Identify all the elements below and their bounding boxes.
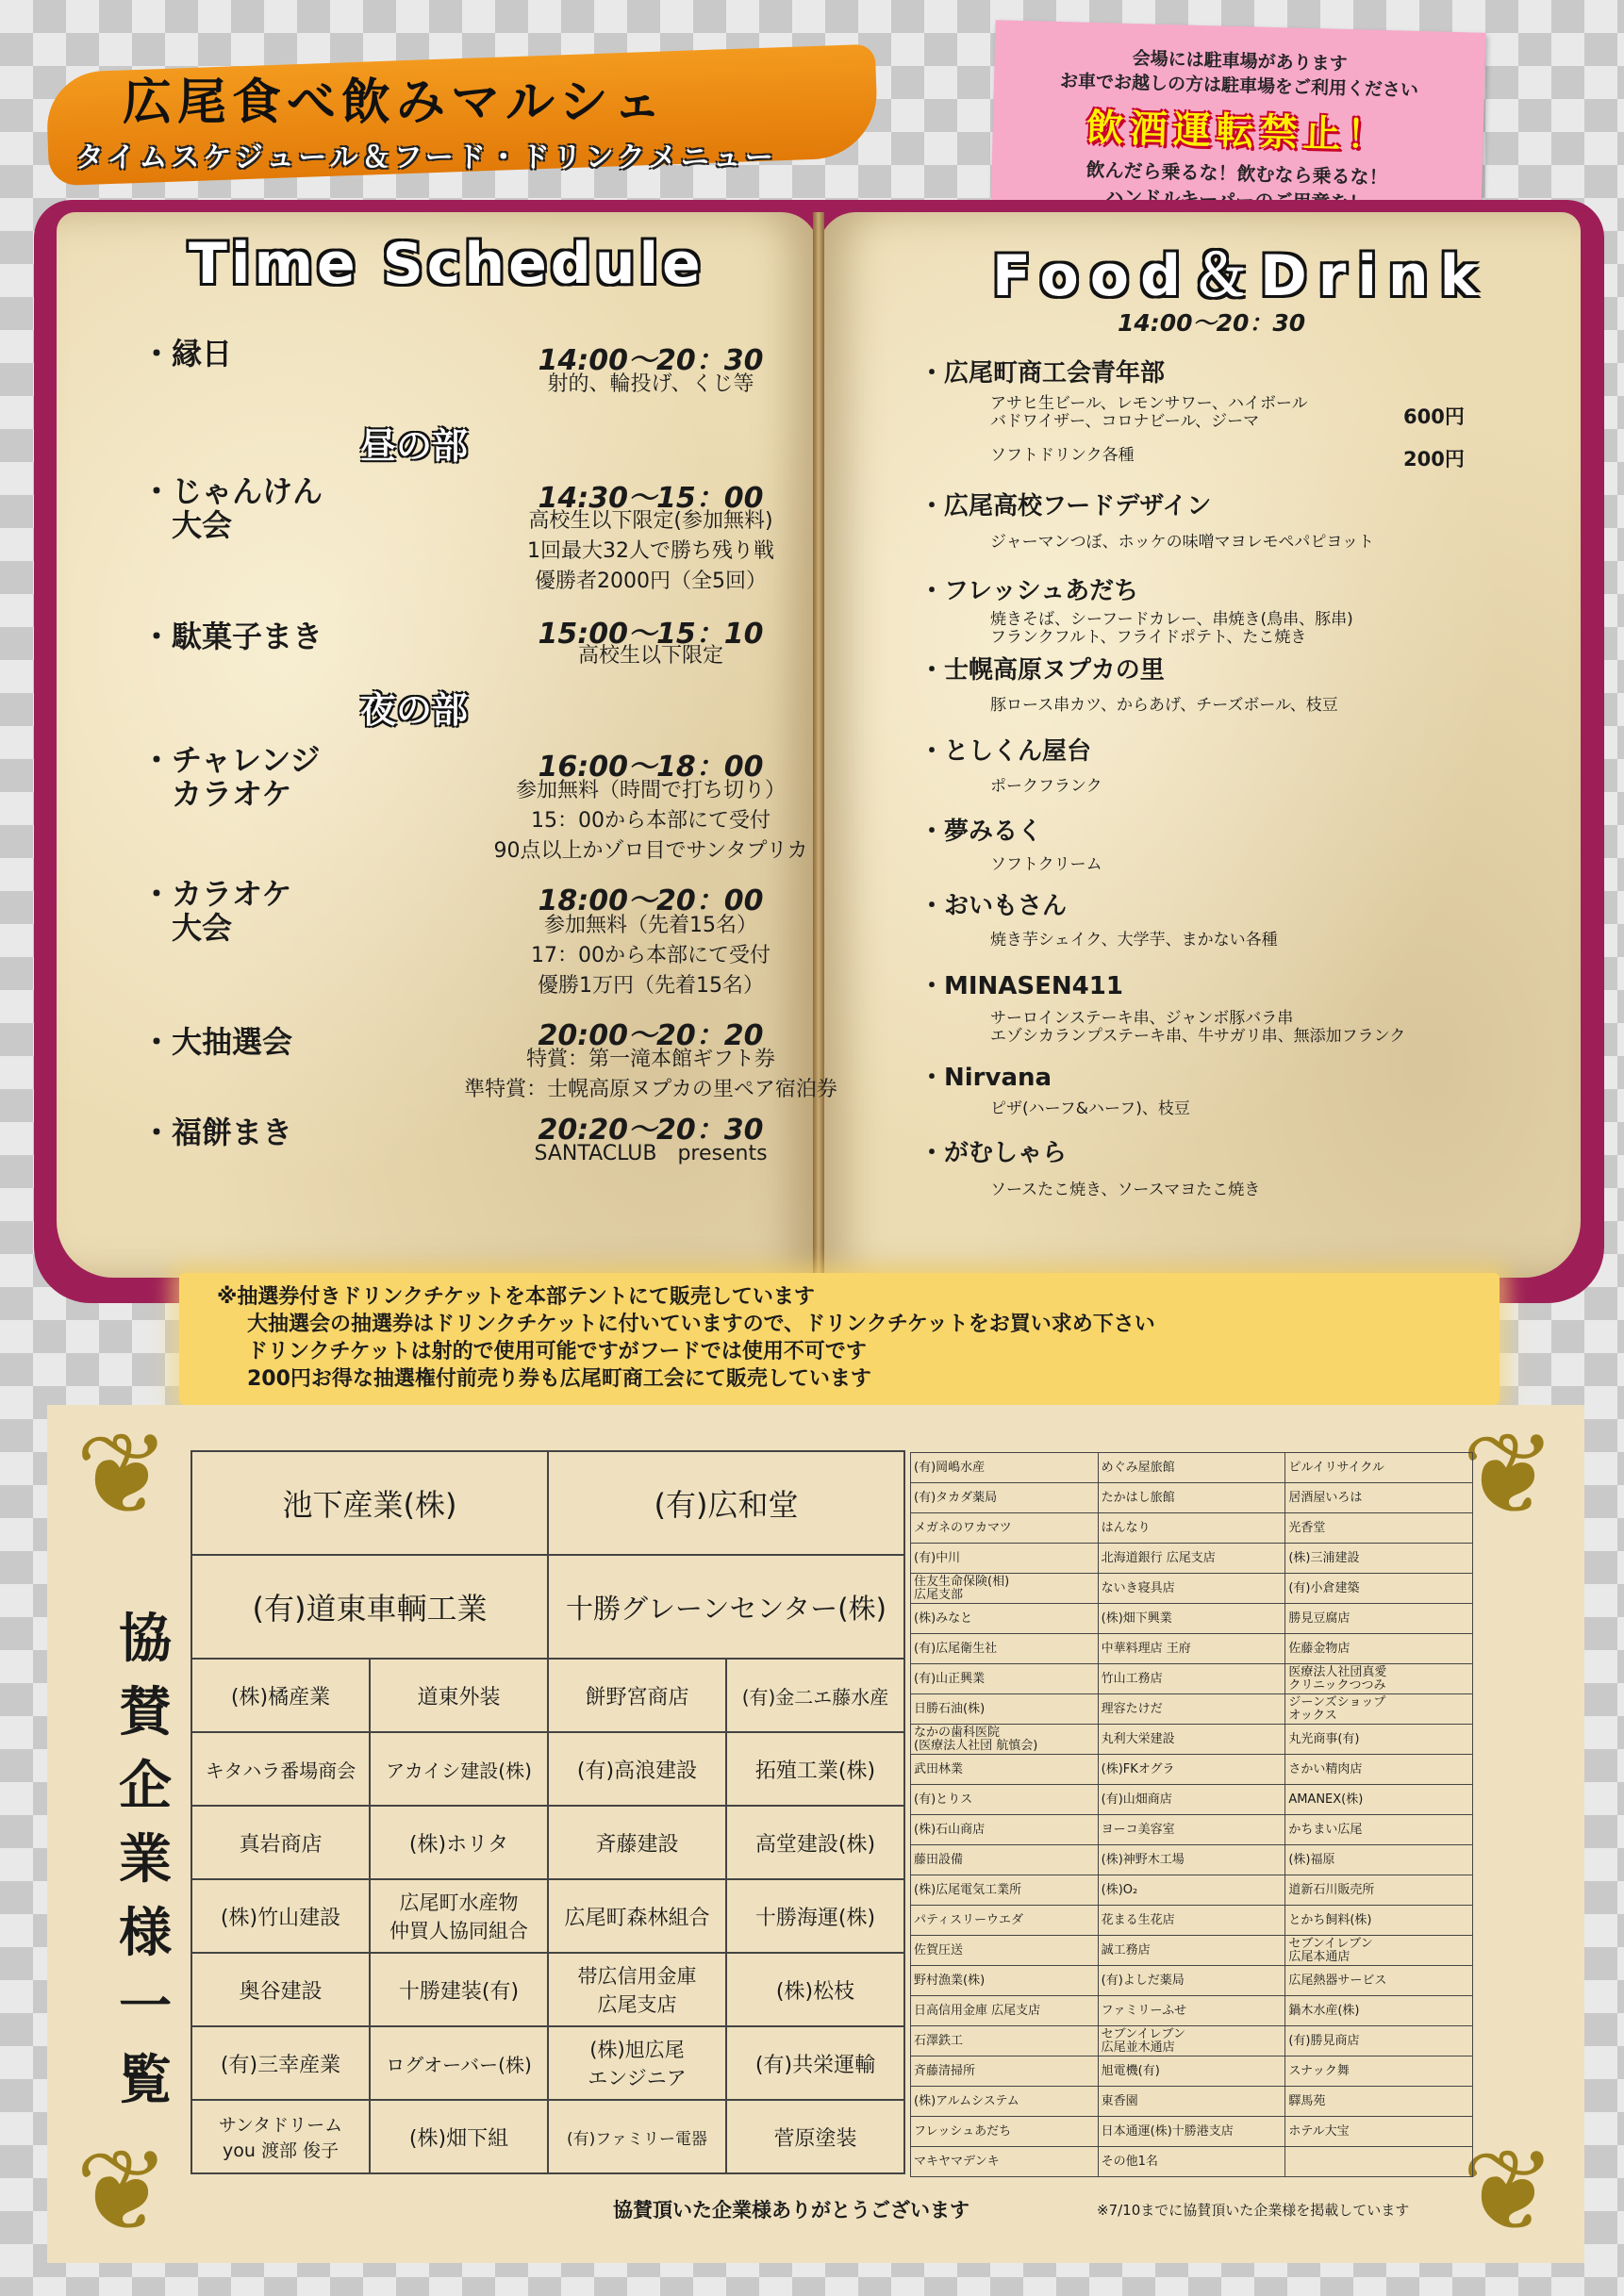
sponsor-cell: (株)神野木工場 (1098, 1845, 1285, 1875)
food-vendor-name: ・Nirvana (920, 1064, 1052, 1092)
sponsor-row (911, 1544, 1473, 1574)
schedule-item-time: 14:30～15：00 (538, 482, 764, 515)
sponsor-cell: (有)ファミリー電器 (548, 2100, 726, 2173)
ornament-icon: ❦ (75, 1410, 171, 1541)
sponsor-row (911, 1574, 1473, 1604)
sponsor-cell: 奥谷建設 (191, 1953, 370, 2026)
time-schedule-heading: Time Schedule (189, 231, 704, 297)
sponsor-cell: 花まる生花店 (1098, 1906, 1285, 1936)
sponsor-cell: (有)よしだ薬局 (1098, 1966, 1285, 1996)
sponsor-cell: (有)広和堂 (548, 1451, 904, 1555)
schedule-item-name: ・駄菓子まき (141, 619, 323, 654)
food-vendor-items: ポークフランク (990, 777, 1102, 796)
sponsor-cell: なかの歯科医院 (医療法人社団 航慎会) (911, 1725, 1099, 1755)
schedule-item-name: ・縁日 (141, 336, 233, 372)
sponsor-cell: 丸利大栄建設 (1098, 1725, 1285, 1755)
sponsor-cell: ないき寝具店 (1098, 1574, 1285, 1604)
schedule-item-detail: 射的、輪投げ、くじ等 (547, 372, 754, 396)
sponsor-row (911, 1936, 1473, 1966)
sponsor-cell: (株)アルムシステム (911, 2087, 1099, 2117)
sponsor-cell: キタハラ番場商会 (191, 1732, 370, 1806)
ornament-icon: ❦ (1461, 1410, 1557, 1541)
sponsor-cell: 日高信用金庫 広尾支店 (911, 1996, 1099, 2026)
sponsor-cell: ホテル大宝 (1285, 2117, 1473, 2147)
food-vendor-name: ・士幌高原ヌプカの里 (920, 656, 1165, 685)
sponsor-cell: (株)竹山建設 (191, 1879, 370, 1953)
drunk-driving-notice (990, 20, 1485, 223)
schedule-item-name: ・大抽選会 (141, 1024, 293, 1060)
sponsor-cell: さかい精肉店 (1285, 1755, 1473, 1785)
food-drink-heading: Food＆Drink (992, 243, 1489, 309)
sponsor-note: ※7/10までに協賛頂いた企業様を掲載しています (1097, 2202, 1410, 2219)
page-subtitle: タイムスケジュール＆フード・ドリンクメニュー (75, 141, 777, 174)
page-title: 広尾食べ飲みマルシェ (123, 74, 668, 131)
sponsor-cell: 竹山工務店 (1098, 1664, 1285, 1694)
sponsor-row (911, 1906, 1473, 1936)
sponsor-cell: (有)共栄運輸 (726, 2026, 904, 2100)
sponsor-cell: (有)金二エ藤水産 (726, 1659, 904, 1732)
sponsor-cell: ファミリーふせ (1098, 1996, 1285, 2026)
schedule-item-time: 16:00～18：00 (538, 751, 764, 784)
sponsor-cell: 広尾熱器サービス (1285, 1966, 1473, 1996)
sponsor-cell: 北海道銀行 広尾支店 (1098, 1544, 1285, 1574)
sponsor-cell: (有)三幸産業 (191, 2026, 370, 2100)
sponsor-row (911, 1604, 1473, 1634)
food-vendor-price: 600円 (1403, 405, 1465, 428)
sponsor-cell: 真岩商店 (191, 1806, 370, 1879)
banner-line: 大抽選会の抽選券はドリンクチケットに付いていますので、ドリンクチケットをお買い求め下さい (247, 1313, 1155, 1336)
sponsor-cell: (有)広尾衛生社 (911, 1634, 1099, 1664)
sponsor-cell: 佐藤金物店 (1285, 1634, 1473, 1664)
food-vendor-items: ソフトクリーム (990, 855, 1102, 874)
banner-line: ※抽選券付きドリンクチケットを本部テントにて販売しています (217, 1285, 815, 1309)
sponsor-cell: AMANEX(株) (1285, 1785, 1473, 1815)
sponsor-cell: セブンイレブン 広尾並木通店 (1098, 2026, 1285, 2056)
sponsor-cell: 光香堂 (1285, 1513, 1473, 1544)
sponsor-row (911, 1815, 1473, 1845)
schedule-item-name: ・カラオケ 大会 (141, 876, 292, 946)
food-vendor-items: ソフトドリンク各種 (990, 446, 1135, 465)
sponsor-cell: 高堂建設(株) (726, 1806, 904, 1879)
sponsor-cell: ジーンズショップ オックス (1285, 1694, 1473, 1725)
schedule-item-time: 18:00～20：00 (538, 884, 764, 917)
sponsor-row (911, 1785, 1473, 1815)
sponsor-cell: (株)松枝 (726, 1953, 904, 2026)
sponsor-cell: はんなり (1098, 1513, 1285, 1544)
sponsor-cell: (株)三浦建設 (1285, 1544, 1473, 1574)
sponsor-cell: 旭電機(有) (1098, 2056, 1285, 2087)
schedule-item-name: ・福餅まき (141, 1115, 293, 1150)
food-vendor-name: ・MINASEN411 (920, 972, 1123, 1000)
sponsor-cell: 医療法人社団真愛 クリニックつつみ (1285, 1664, 1473, 1694)
sponsor-cell: (株)畑下組 (370, 2100, 548, 2173)
schedule-section-day: 昼の部 (360, 425, 469, 467)
schedule-item-time: 15:00～15：10 (538, 618, 764, 651)
sponsor-cell: 菅原塗装 (726, 2100, 904, 2173)
food-vendor-name: ・夢みるく (920, 818, 1043, 846)
sponsor-list-table (910, 1452, 1473, 2177)
parking-request-text: お車でお越しの方は駐車場をご利用ください (1059, 71, 1419, 101)
sponsor-row (911, 1694, 1473, 1725)
banner-line: 200円お得な抽選権付前売り券も広尾町商工会にて販売しています (247, 1367, 871, 1391)
sponsor-cell: (有)とりス (911, 1785, 1099, 1815)
schedule-item-detail: 高校生以下限定(参加無料) 1回最大32人で勝ち残り戦 優勝者2000円（全5回） (527, 509, 774, 593)
sponsor-cell: セブンイレブン 広尾本通店 (1285, 1936, 1473, 1966)
sponsor-cell: 藤田設備 (911, 1845, 1099, 1875)
schedule-item-time: 20:20～20：30 (538, 1114, 764, 1147)
sponsor-row (911, 1453, 1473, 1483)
food-vendor-name: ・広尾高校フードデザイン (920, 492, 1212, 520)
banner-line: ドリンクチケットは射的で使用可能ですがフードでは使用不可です (247, 1340, 867, 1363)
sponsor-cell: (有)山正興業 (911, 1664, 1099, 1694)
sponsor-cell: (有)山畑商店 (1098, 1785, 1285, 1815)
sponsor-cell: マキヤマデンキ (911, 2147, 1099, 2177)
sponsor-cell: 佐賀圧送 (911, 1936, 1099, 1966)
sponsor-cell: パティスリーウエダ (911, 1906, 1099, 1936)
sponsor-cell: アカイシ建設(株) (370, 1732, 548, 1806)
sponsor-cell: 餅野宮商店 (548, 1659, 726, 1732)
food-vendor-items: 豚ロース串カツ、からあげ、チーズボール、枝豆 (990, 696, 1338, 715)
schedule-section-night: 夜の部 (360, 689, 469, 731)
drink-ticket-banner (179, 1273, 1500, 1405)
food-vendor-price: 200円 (1403, 448, 1465, 471)
schedule-item-detail: 参加無料（先着15名） 17：00から本部にて受付 優勝1万円（先着15名） (531, 914, 771, 998)
sponsor-cell: 池下産業(株) (191, 1451, 548, 1555)
sponsor-cell: ログオーバー(株) (370, 2026, 548, 2100)
sponsor-cell: メガネのワカマツ (911, 1513, 1099, 1544)
sponsor-cell: 日勝石油(株) (911, 1694, 1099, 1725)
sponsor-cell: たかはし旅館 (1098, 1483, 1285, 1513)
sponsor-cell: スナック舞 (1285, 2056, 1473, 2087)
sponsor-cell: とかち飼料(株) (1285, 1906, 1473, 1936)
schedule-item-time: 20:00～20：20 (538, 1019, 764, 1052)
food-vendor-name: ・がむしゃら (920, 1139, 1068, 1167)
sponsor-cell: 居酒屋いろは (1285, 1483, 1473, 1513)
sponsor-cell: (有)中川 (911, 1544, 1099, 1574)
sponsor-cell: 日本通運(株)十勝港支店 (1098, 2117, 1285, 2147)
sponsor-cell: (株)O₂ (1098, 1875, 1285, 1906)
sponsor-cell: 十勝海運(株) (726, 1879, 904, 1953)
food-vendor-items: ジャーマンつぼ、ホッケの味噌マヨレモペパピヨット (990, 533, 1374, 552)
food-vendor-items: アサヒ生ビール、レモンサワー、ハイボール バドワイザー、コロナビール、ジーマ (990, 394, 1308, 431)
sponsor-cell: 石澤鉄工 (911, 2026, 1099, 2056)
sponsor-row (911, 1875, 1473, 1906)
sponsor-row (911, 2147, 1473, 2177)
sponsor-cell: 鍋木水産(株) (1285, 1996, 1473, 2026)
food-vendor-items: サーロインステーキ串、ジャンボ豚バラ串 エゾシカランプステーキ串、牛サガリ串、無添加フランク (990, 1009, 1406, 1046)
sponsor-row (911, 1513, 1473, 1544)
major-sponsor-table (191, 1450, 905, 2174)
sponsor-cell: (有)高浪建設 (548, 1732, 726, 1806)
sponsor-heading: 協賛企業様一覧 (119, 1609, 172, 2111)
sponsor-row (911, 1664, 1473, 1694)
food-vendor-items: 焼き芋シェイク、大学芋、まかない各種 (990, 931, 1278, 950)
sponsor-cell: 十勝グレーンセンター(株) (548, 1555, 904, 1659)
sponsor-cell: 武田林業 (911, 1755, 1099, 1785)
sponsor-thanks: 協賛頂いた企業様ありがとうございます (613, 2199, 969, 2222)
food-vendor-name: ・としくん屋台 (920, 737, 1092, 766)
sponsor-cell: (有)小倉建築 (1285, 1574, 1473, 1604)
schedule-item-detail: SANTACLUB presents (534, 1142, 768, 1165)
sponsor-cell: 住友生命保険(相) 広尾支部 (911, 1574, 1099, 1604)
sponsor-cell: 誠工務店 (1098, 1936, 1285, 1966)
sponsor-cell: (株)FKオグラ (1098, 1755, 1285, 1785)
sponsor-cell: 道東外装 (370, 1659, 548, 1732)
sponsor-row (911, 2117, 1473, 2147)
food-vendor-name: ・広尾町商工会青年部 (920, 359, 1166, 388)
food-drink-hours: 14:00～20：30 (1118, 309, 1306, 337)
sponsor-cell: (株)広尾電気工業所 (911, 1875, 1099, 1906)
sponsor-cell: (株)ホリタ (370, 1806, 548, 1879)
schedule-item-time: 14:00～20：30 (538, 344, 764, 377)
sponsor-cell: ピルイリサイクル (1285, 1453, 1473, 1483)
sponsor-cell: 驛馬苑 (1285, 2087, 1473, 2117)
sponsor-cell: 斉藤建設 (548, 1806, 726, 1879)
food-vendor-items: ピザ(ハーフ&ハーフ)、枝豆 (990, 1099, 1190, 1118)
sponsor-cell: 帯広信用金庫 広尾支店 (548, 1953, 726, 2026)
sponsor-cell: 丸光商事(有) (1285, 1725, 1473, 1755)
drunk-driving-warning: 飲酒運転禁止！ (1085, 106, 1391, 158)
food-vendor-items: ソースたこ焼き、ソースマヨたこ焼き (990, 1181, 1261, 1199)
sponsor-cell: その他1名 (1098, 2147, 1285, 2177)
sponsor-cell: (株)旭広尾 エンジニア (548, 2026, 726, 2100)
sponsor-row (911, 1483, 1473, 1513)
parking-notice-text: 会場には駐車場があります (1132, 48, 1348, 75)
sponsor-cell: フレッシュあだち (911, 2117, 1099, 2147)
sponsor-cell: (株)みなと (911, 1604, 1099, 1634)
sponsor-row (911, 1966, 1473, 1996)
sponsor-cell: 野村漁業(株) (911, 1966, 1099, 1996)
sponsor-cell: (有)タカダ薬局 (911, 1483, 1099, 1513)
food-vendor-items: 焼きそば、シーフードカレー、串焼き(鳥串、豚串) フランクフルト、フライドポテト、たこ焼き (990, 610, 1353, 647)
sponsor-row (911, 2056, 1473, 2087)
sponsor-cell: サンタドリーム you 渡部 俊子 (191, 2100, 370, 2173)
sponsor-cell: (株)石山商店 (911, 1815, 1099, 1845)
sponsor-row (911, 1845, 1473, 1875)
sponsor-cell: 十勝建装(有) (370, 1953, 548, 2026)
sponsor-cell: 道新石川販売所 (1285, 1875, 1473, 1906)
schedule-item-name: ・じゃんけん 大会 (141, 473, 323, 543)
sponsor-cell: 理容たけだ (1098, 1694, 1285, 1725)
sponsor-row (911, 2087, 1473, 2117)
schedule-item-detail: 高校生以下限定 (577, 644, 723, 668)
sponsor-cell: 広尾町森林組合 (548, 1879, 726, 1953)
ornament-icon: ❦ (1461, 2126, 1557, 2257)
sponsor-cell: 広尾町水産物 仲買人協同組合 (370, 1879, 548, 1953)
sponsor-row (911, 1755, 1473, 1785)
sponsor-cell: (株)福原 (1285, 1845, 1473, 1875)
sponsor-row (911, 1634, 1473, 1664)
sponsor-cell: (有)勝見商店 (1285, 2026, 1473, 2056)
sponsor-cell: (有)道東車輌工業 (191, 1555, 548, 1659)
notice-slogan: 飲んだら乗るな！飲むなら乗るな！ (1085, 157, 1388, 190)
schedule-item-name: ・チャレンジ カラオケ (141, 742, 321, 812)
sponsor-row (911, 2026, 1473, 2056)
schedule-item-detail: 特賞：第一滝本館ギフト券 準特賞：士幌高原ヌプカの里ペア宿泊券 (464, 1048, 837, 1101)
sponsor-cell: 拓殖工業(株) (726, 1732, 904, 1806)
sponsor-cell: (株)畑下興業 (1098, 1604, 1285, 1634)
sponsor-cell (1285, 2147, 1473, 2177)
food-vendor-name: ・おいもさん (920, 892, 1068, 920)
ornament-icon: ❦ (75, 2126, 171, 2257)
sponsor-cell: 中華料理店 王府 (1098, 1634, 1285, 1664)
sponsor-cell: かちまい広尾 (1285, 1815, 1473, 1845)
sponsor-cell: めぐみ屋旅館 (1098, 1453, 1285, 1483)
schedule-item-detail: 参加無料（時間で打ち切り） 15：00から本部にて受付 90点以上かゾロ目でサンタプリカ (493, 779, 808, 863)
sponsor-cell: (株)橘産業 (191, 1659, 370, 1732)
sponsor-cell: ヨーコ美容室 (1098, 1815, 1285, 1845)
sponsor-cell: (有)岡嶋水産 (911, 1453, 1099, 1483)
sponsor-cell: 勝見豆腐店 (1285, 1604, 1473, 1634)
sponsor-row (911, 1725, 1473, 1755)
sponsor-cell: 斉藤清掃所 (911, 2056, 1099, 2087)
sponsor-row (911, 1996, 1473, 2026)
food-vendor-name: ・フレッシュあだち (920, 577, 1139, 605)
sponsor-cell: 東香園 (1098, 2087, 1285, 2117)
